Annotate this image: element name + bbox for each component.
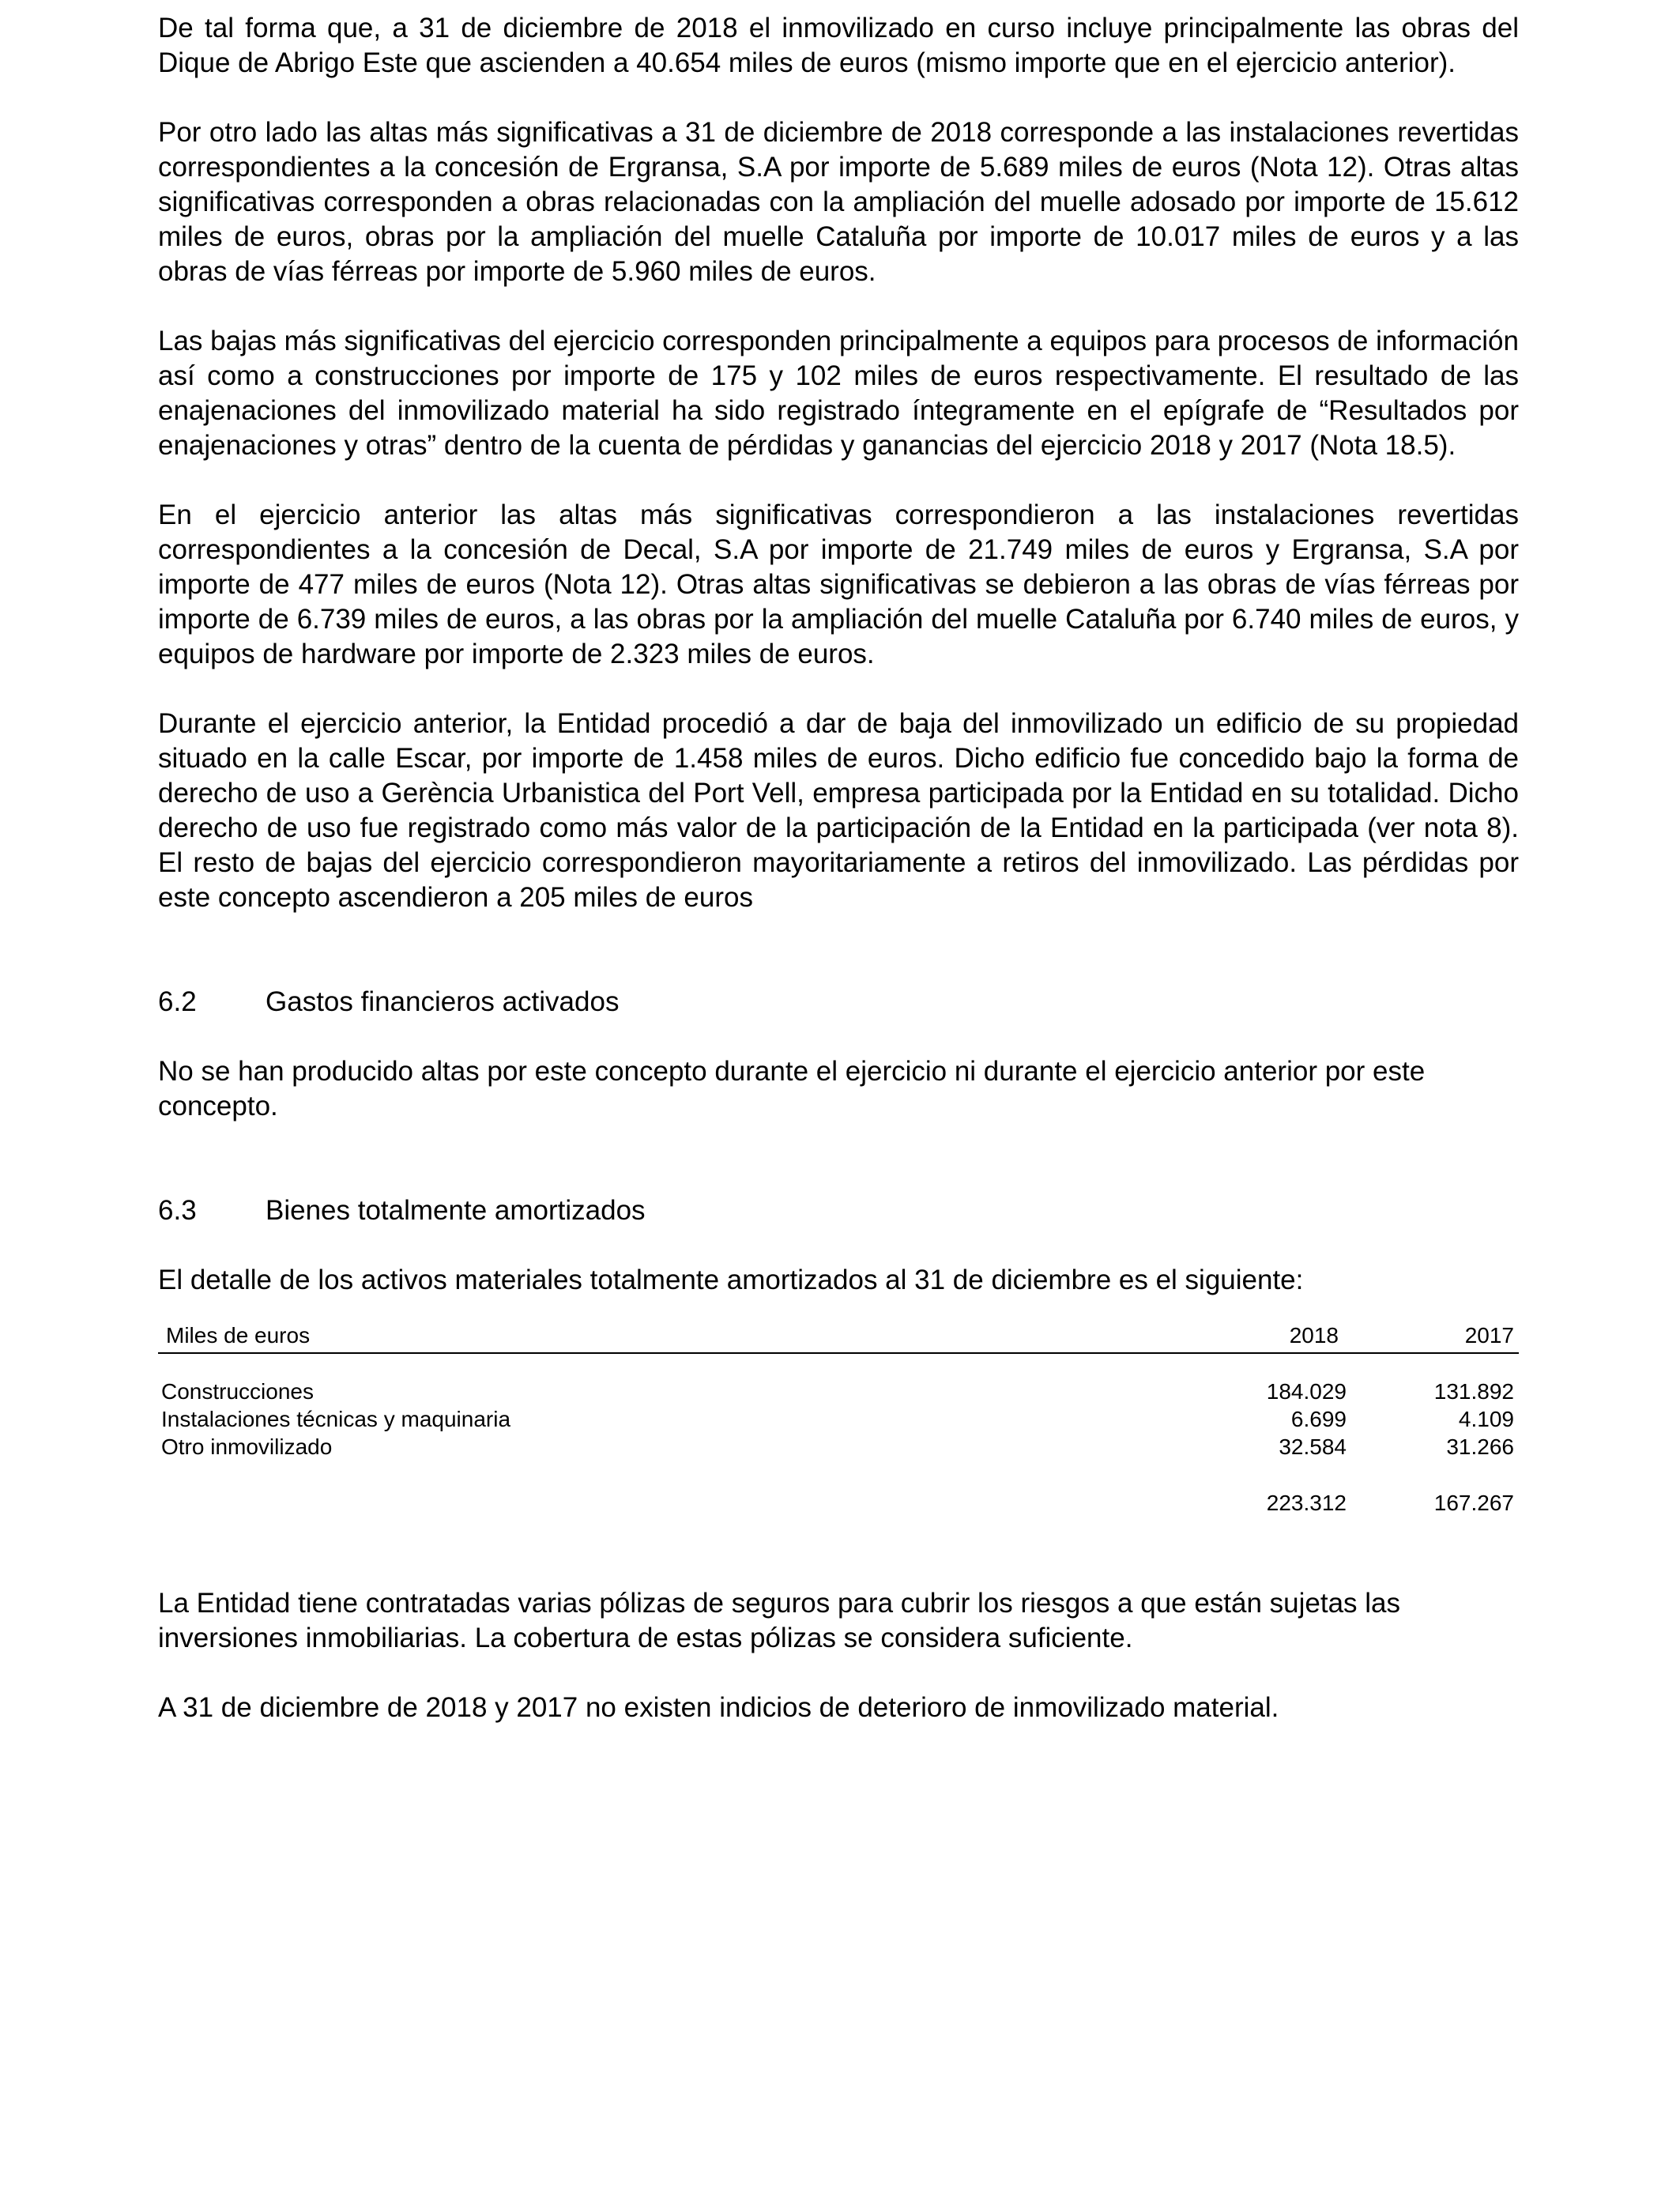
total-value-2017: 167.267 bbox=[1433, 1491, 1514, 1515]
table-spacer bbox=[158, 1461, 1519, 1489]
section-heading-6-2 bbox=[158, 985, 1519, 1020]
section-number: 6.2 bbox=[158, 986, 197, 1017]
row-value-2017: 4.109 bbox=[1458, 1407, 1514, 1431]
paragraph-bajas-ejercicio-anterior: Durante el ejercicio anterior, la Entidad procedió a dar de baja del inmovilizado un edificio de su propiedad situado en la calle Escar, por importe de 1.458 miles de euros. Dicho edificio fue concedido bajo la forma de derecho de uso a Gerència Urbanistica del Port Vell, empresa participada por la Entidad en su totalidad. Dicho derecho de uso fue registrado como más valor de la participación de la Entidad en la participada (ver nota 8). El resto de bajas del ejercicio correspondieron mayoritariamente a retiros del inmovilizado. Las pérdidas por este concepto ascendieron a 205 miles de euros bbox=[158, 708, 1519, 913]
table-header bbox=[158, 1321, 1519, 1354]
row-value-2017: 131.892 bbox=[1433, 1379, 1514, 1404]
paragraph-altas-2018: Por otro lado las altas más significativas a 31 de diciembre de 2018 corresponde a las instalaciones revertidas correspondientes a la concesión de Ergransa, S.A por importe de 5.689 miles de euros (Nota 12). Otras altas significativas corresponden a obras relacionadas con la ampliación del muelle adosado por importe de 15.612 miles de euros, obras por la ampliación del muelle Cataluña por importe de 10.017 miles de euros y a las obras de vías férreas por importe de 5.960 miles de euros. bbox=[158, 117, 1519, 287]
table-header-2017: 2017 bbox=[1464, 1323, 1514, 1348]
paragraph-altas-ejercicio-anterior: En el ejercicio anterior las altas más significativas correspondieron a las instalaciones revertidas correspondientes a la concesión de Decal, S.A por importe de 21.749 miles de euros y Ergransa, S.A por importe de 477 miles de euros (Nota 12). Otras altas significativas se debieron a las obras de vías férreas por importe de 6.739 miles de euros, a las obras por la ampliación del muelle Cataluña por 6.740 miles de euros, y equipos de hardware por importe de 2.323 miles de euros. bbox=[158, 499, 1519, 669]
paragraph-gastos-financieros: No se han producido altas por este concepto durante el ejercicio ni durante el ejercicio anterior por este concepto. bbox=[158, 1056, 1426, 1122]
row-value-2017: 31.266 bbox=[1446, 1434, 1514, 1459]
paragraph-detalle-activos: El detalle de los activos materiales totalmente amortizados al 31 de diciembre es el siguiente: bbox=[158, 1265, 1304, 1295]
row-value-2018: 6.699 bbox=[1290, 1407, 1347, 1431]
row-label: Instalaciones técnicas y maquinaria bbox=[161, 1407, 511, 1431]
table-total-row bbox=[158, 1489, 1519, 1517]
table-row bbox=[158, 1378, 1519, 1405]
section-title: Bienes totalmente amortizados bbox=[266, 1195, 646, 1226]
table-header-label: Miles de euros bbox=[166, 1323, 311, 1348]
total-value-2018: 223.312 bbox=[1266, 1491, 1347, 1515]
table-header-2018: 2018 bbox=[1289, 1323, 1339, 1348]
section-heading-6-3 bbox=[158, 1193, 1519, 1228]
paragraph-polizas-seguros: La Entidad tiene contratadas varias pólizas de seguros para cubrir los riesgos a que están sujetas las inversiones inmobiliarias. La cobertura de estas pólizas se considera suficiente. bbox=[158, 1588, 1401, 1653]
document-page bbox=[158, 11, 1519, 1725]
row-value-2018: 32.584 bbox=[1279, 1434, 1347, 1459]
table-row bbox=[158, 1405, 1519, 1433]
paragraph-inmovilizado-en-curso: De tal forma que, a 31 de diciembre de 2018 el inmovilizado en curso incluye principalmente las obras del Dique de Abrigo Este que ascienden a 40.654 miles de euros (mismo importe que en el ejercicio anterior). bbox=[158, 13, 1519, 78]
table-spacer bbox=[158, 1354, 1519, 1378]
section-title: Gastos financieros activados bbox=[266, 986, 620, 1017]
fully-amortized-assets-table bbox=[158, 1321, 1519, 1517]
row-value-2018: 184.029 bbox=[1266, 1379, 1347, 1404]
paragraph-deterioro: A 31 de diciembre de 2018 y 2017 no existen indicios de deterioro de inmovilizado material. bbox=[158, 1692, 1279, 1723]
paragraph-bajas-2018: Las bajas más significativas del ejercicio corresponden principalmente a equipos para procesos de información así como a construcciones por importe de 175 y 102 miles de euros respectivamente. El resultado de las enajenaciones del inmovilizado material ha sido registrado íntegramente en el epígrafe de “Resultados por enajenaciones y otras” dentro de la cuenta de pérdidas y ganancias del ejercicio 2018 y 2017 (Nota 18.5). bbox=[158, 326, 1519, 461]
row-label: Otro inmovilizado bbox=[161, 1434, 333, 1459]
row-label: Construcciones bbox=[161, 1379, 314, 1404]
section-number: 6.3 bbox=[158, 1195, 197, 1226]
total-label bbox=[158, 1489, 1228, 1517]
table-row bbox=[158, 1433, 1519, 1461]
